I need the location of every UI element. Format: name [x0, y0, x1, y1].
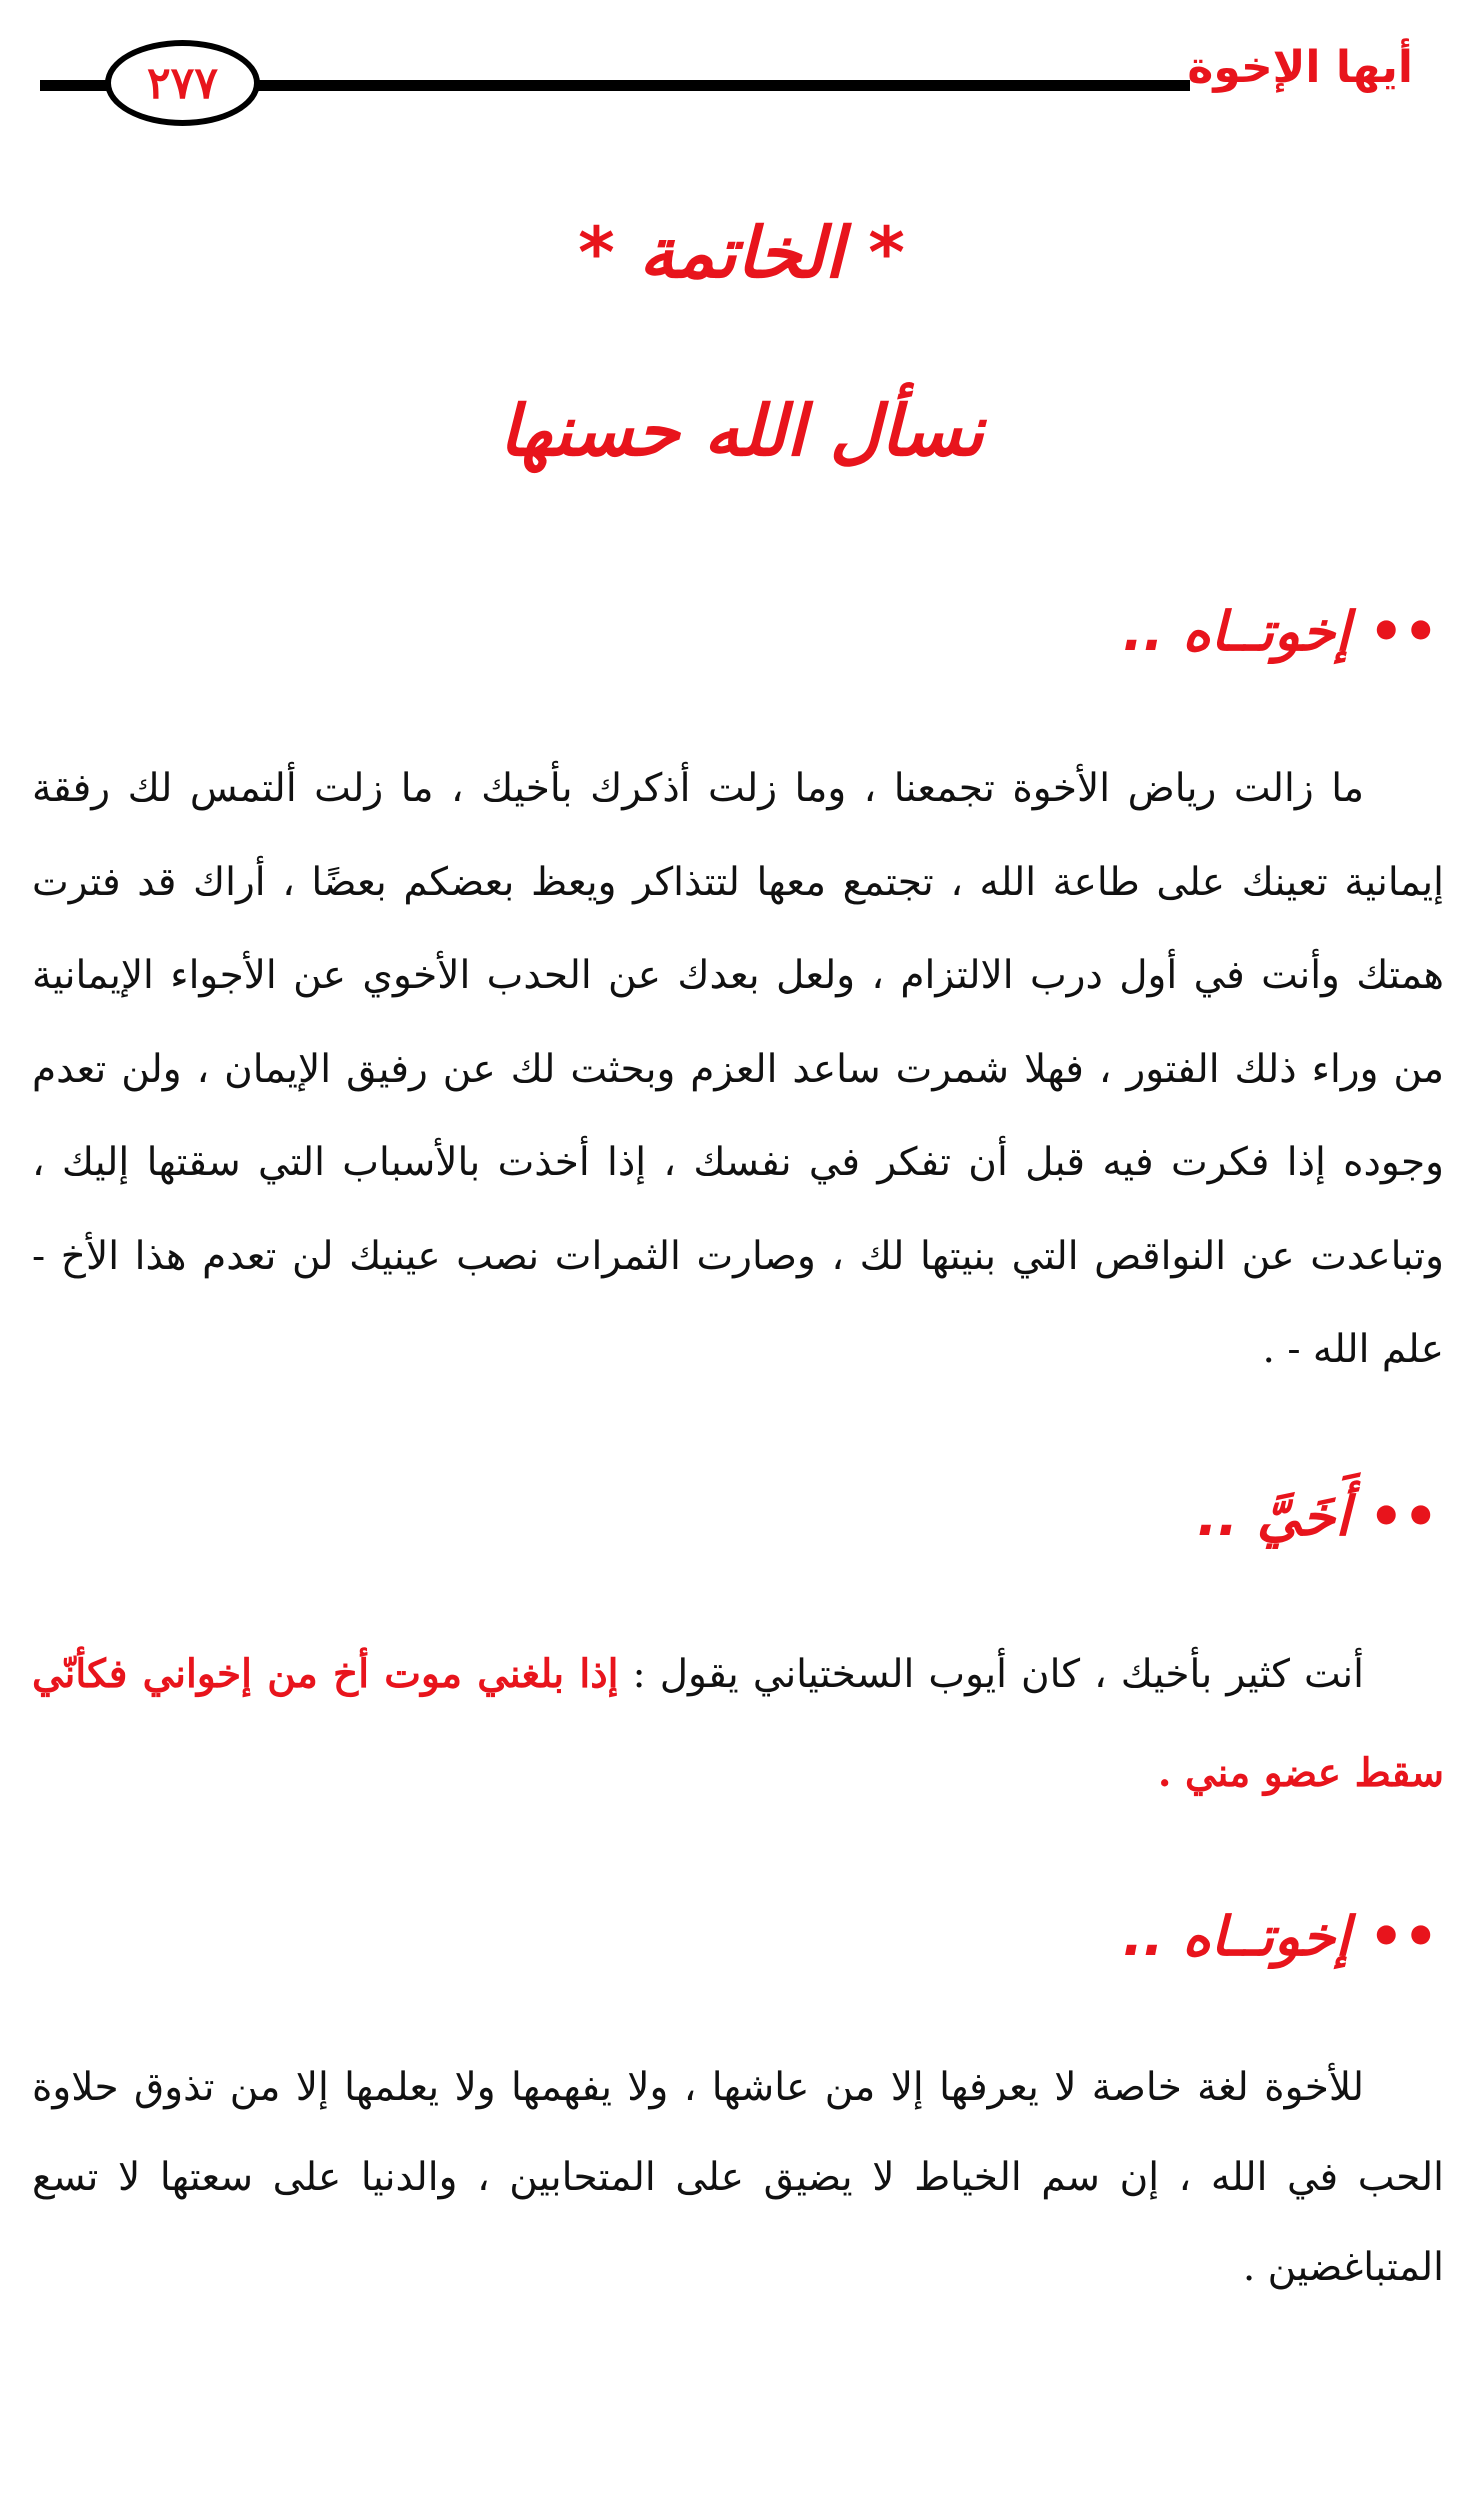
section-heading-2: •• أَخَيَّ ..	[1196, 1485, 1438, 1548]
chapter-title: * الخاتمة *	[578, 212, 905, 294]
paragraph-2-text: أنت كثير بأخيك ، كان أيوب السختياني يقول :	[618, 1652, 1364, 1697]
paragraph-2	[32, 1625, 1444, 1823]
running-title: أيها الإخوة	[1187, 42, 1413, 93]
quote-ayyub: إذا بلغني موت أخ من إخواني فكأنّي سقط عضو مني .	[32, 1651, 1444, 1796]
paragraph-1: ما زالت رياض الأخوة تجمعنا ، وما زلت أذكرك بأخيك ، ما زلت ألتمس لك رفقة إيمانية تعينك على طاعة الله ، تجتمع معها لتتذاكر ويعظ بعضكم بعضًا ، أراك قد فترت همتك وأنت في أول درب الالتزام ، ولعل بعدك عن الحدب الأخوي عن الأجواء الإيمانية من وراء ذلك الفتور ، فهلا شمرت ساعد العزم وبحثت لك عن رفيق الإيمان ، ولن تعدم وجوده إذا فكرت فيه قبل أن تفكر في نفسك ، إذا أخذت بالأسباب التي سقتها إليك ، وتباعدت عن النواقص التي بنيتها لك ، وصارت الثمرات نصب عينيك لن تعدم هذا الأخ - علم الله - .	[32, 766, 1444, 1372]
chapter-subtitle: نسأل الله حسنها	[499, 390, 984, 472]
page-number: ٢٧٧	[105, 40, 260, 126]
paragraph-3: للأخوة لغة خاصة لا يعرفها إلا من عاشها ، ولا يفهمها ولا يعلمها إلا من تذوق حلاوة الحب في الله ، إن سم الخياط لا يضيق على المتحابين ، والدنيا على سعتها لا تسع المتباغضين .	[32, 2065, 1444, 2290]
section-heading-1: •• إخوتــاه ..	[1122, 600, 1438, 663]
section-heading-3: •• إخوتــاه ..	[1122, 1905, 1438, 1968]
